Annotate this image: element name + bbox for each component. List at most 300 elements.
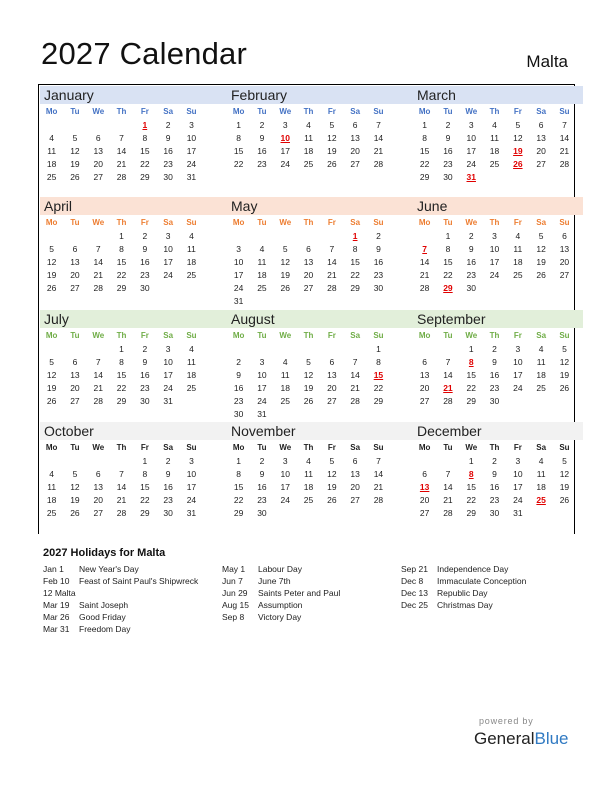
- day-cell: 15: [350, 257, 360, 267]
- day-cell: 9: [259, 133, 265, 143]
- day-cell: 15: [233, 146, 244, 156]
- day-cell: 13: [350, 469, 360, 479]
- day-cell: 2: [259, 456, 265, 466]
- day-cell: 11: [513, 244, 523, 254]
- day-cell: 13: [559, 244, 570, 254]
- day-cell: 13: [419, 370, 430, 380]
- day-cell: 6: [306, 244, 311, 254]
- day-cell: 21: [443, 495, 453, 505]
- day-cell: 16: [257, 146, 267, 156]
- day-cell: 21: [350, 383, 360, 393]
- day-cell: [63, 343, 86, 356]
- day-cell: 18: [46, 159, 57, 169]
- weekday-label: We: [92, 107, 105, 116]
- day-cell: 17: [186, 146, 197, 156]
- day-cell: 10: [280, 469, 290, 479]
- weekday-label: Mo: [232, 107, 245, 116]
- week-row: [40, 343, 210, 356]
- day-cell: 13: [70, 257, 80, 267]
- day-cell: 19: [536, 257, 546, 267]
- week-row: [413, 494, 583, 507]
- weekday-header: [413, 440, 583, 455]
- day-cell: 10: [186, 469, 197, 479]
- holiday-item: [222, 611, 340, 623]
- week-row: [413, 468, 583, 481]
- day-cell: 3: [515, 344, 521, 354]
- holiday-day-cell: 31: [466, 172, 476, 182]
- weekday-label: Sa: [163, 443, 174, 452]
- day-cell: 9: [142, 357, 148, 367]
- month-december: [413, 422, 583, 520]
- week-row: [227, 455, 397, 468]
- month-april: [40, 197, 210, 295]
- day-cell: 28: [327, 283, 337, 293]
- month-name: April: [40, 197, 210, 215]
- day-cell: 22: [466, 495, 476, 505]
- day-cell: 6: [95, 133, 101, 143]
- day-cell: 11: [47, 146, 57, 156]
- day-cell: 7: [376, 120, 381, 130]
- week-row: [40, 158, 210, 171]
- week-row: [40, 395, 210, 408]
- day-cell: [40, 455, 63, 468]
- day-cell: 8: [236, 133, 242, 143]
- week-row: [40, 468, 210, 481]
- weekday-header: [40, 440, 210, 455]
- day-cell: [320, 295, 343, 308]
- week-row: [227, 356, 397, 369]
- day-cell: [483, 171, 506, 184]
- day-cell: 17: [163, 370, 173, 380]
- weekday-label: Fr: [513, 107, 522, 116]
- day-cell: 9: [376, 244, 381, 254]
- day-cell: 13: [327, 370, 337, 380]
- day-cell: 11: [280, 370, 290, 380]
- day-cell: 22: [350, 270, 360, 280]
- day-cell: 2: [376, 231, 381, 241]
- day-cell: [274, 295, 297, 308]
- day-cell: 11: [304, 133, 313, 143]
- weekday-header: [40, 215, 210, 230]
- day-cell: 30: [233, 409, 244, 419]
- day-cell: [320, 343, 343, 356]
- day-cell: 22: [466, 383, 476, 393]
- week-row: [413, 171, 583, 184]
- day-cell: 1: [119, 344, 124, 354]
- weekday-label: Fr: [513, 218, 522, 227]
- holiday-day-cell: 26: [513, 159, 523, 169]
- day-cell: [87, 455, 110, 468]
- day-cell: 11: [490, 133, 499, 143]
- day-cell: 25: [186, 270, 197, 280]
- week-row: [227, 507, 397, 520]
- day-cell: 14: [373, 469, 384, 479]
- week-row: [40, 230, 210, 243]
- day-cell: 10: [163, 357, 173, 367]
- week-row: [227, 494, 397, 507]
- holiday-day-cell: 8: [468, 469, 474, 479]
- day-cell: 22: [233, 159, 244, 169]
- day-cell: [506, 171, 529, 184]
- weekday-label: Fr: [140, 331, 149, 340]
- holidays-title: 2027 Holidays for Malta: [43, 547, 166, 559]
- holiday-item: [222, 575, 340, 587]
- day-cell: 22: [116, 270, 127, 280]
- week-row: [413, 145, 583, 158]
- day-cell: 18: [186, 257, 197, 267]
- day-cell: 13: [350, 133, 360, 143]
- day-cell: 26: [70, 508, 80, 518]
- weekday-label: We: [279, 331, 292, 340]
- holiday-date: Jun 7: [222, 576, 243, 586]
- day-cell: 30: [163, 172, 173, 182]
- holiday-name: Freedom Day: [79, 624, 131, 634]
- day-cell: [553, 282, 576, 295]
- weekday-label: Fr: [327, 218, 336, 227]
- day-cell: 5: [306, 357, 311, 367]
- day-cell: 16: [257, 482, 267, 492]
- month-november: [227, 422, 397, 520]
- day-cell: 13: [93, 146, 103, 156]
- day-cell: [40, 343, 63, 356]
- day-cell: 19: [559, 370, 570, 380]
- holiday-day-cell: 29: [443, 283, 453, 293]
- month-may: [227, 197, 397, 308]
- holiday-name: Republic Day: [437, 588, 488, 598]
- weekday-header: [413, 104, 583, 119]
- day-cell: 6: [562, 231, 567, 241]
- day-cell: 24: [186, 495, 197, 505]
- week-row: [227, 395, 397, 408]
- day-cell: 26: [70, 172, 80, 182]
- day-cell: 21: [373, 146, 384, 156]
- weekday-label: Fr: [140, 218, 149, 227]
- week-row: [413, 343, 583, 356]
- day-cell: 2: [259, 120, 265, 130]
- day-cell: 28: [443, 508, 453, 518]
- day-cell: [506, 282, 529, 295]
- day-cell: 28: [419, 283, 430, 293]
- day-cell: 29: [419, 172, 430, 182]
- weekday-label: We: [92, 218, 105, 227]
- day-cell: 4: [306, 456, 311, 466]
- day-cell: 29: [466, 508, 476, 518]
- day-cell: 26: [303, 396, 314, 406]
- week-row: [40, 356, 210, 369]
- day-cell: 22: [140, 159, 150, 169]
- week-row: [227, 408, 397, 421]
- day-cell: 7: [376, 456, 381, 466]
- day-cell: 18: [186, 370, 197, 380]
- day-cell: 3: [259, 357, 265, 367]
- day-cell: 7: [329, 244, 335, 254]
- holiday-day-cell: 13: [419, 482, 430, 492]
- day-cell: 31: [257, 409, 267, 419]
- day-cell: 16: [163, 482, 173, 492]
- weekday-label: Tu: [443, 218, 453, 227]
- day-cell: 21: [327, 270, 337, 280]
- week-row: [413, 382, 583, 395]
- month-name: November: [227, 422, 397, 440]
- day-cell: 7: [95, 357, 101, 367]
- day-cell: 26: [559, 495, 570, 505]
- day-cell: 14: [443, 370, 453, 380]
- day-cell: 18: [257, 270, 267, 280]
- day-cell: 14: [93, 370, 103, 380]
- weekday-label: Tu: [70, 331, 80, 340]
- day-cell: 23: [257, 495, 267, 505]
- day-cell: 26: [46, 396, 57, 406]
- day-cell: 20: [327, 383, 337, 393]
- day-cell: 29: [233, 508, 244, 518]
- day-cell: 23: [443, 159, 453, 169]
- day-cell: [274, 507, 297, 520]
- weekday-label: Tu: [70, 107, 80, 116]
- day-cell: 14: [327, 257, 337, 267]
- day-cell: 7: [119, 469, 124, 479]
- day-cell: 22: [443, 270, 453, 280]
- holiday-day-cell: 8: [468, 357, 474, 367]
- weekday-label: Sa: [536, 218, 547, 227]
- day-cell: 27: [559, 270, 570, 280]
- week-row: [413, 369, 583, 382]
- month-name: December: [413, 422, 583, 440]
- day-cell: 7: [352, 357, 358, 367]
- day-cell: 24: [163, 270, 173, 280]
- day-cell: 24: [233, 283, 244, 293]
- weekday-label: Mo: [232, 443, 245, 452]
- weekday-header: [227, 104, 397, 119]
- day-cell: 4: [189, 231, 194, 241]
- weekday-label: Th: [116, 331, 127, 340]
- day-cell: [87, 119, 110, 132]
- day-cell: 8: [142, 133, 148, 143]
- day-cell: [297, 295, 320, 308]
- day-cell: 20: [70, 383, 80, 393]
- holiday-name: Good Friday: [79, 612, 126, 622]
- week-row: [413, 243, 583, 256]
- weekday-header: [40, 328, 210, 343]
- day-cell: 27: [303, 283, 314, 293]
- day-cell: 7: [119, 133, 124, 143]
- brand-general: General: [474, 729, 535, 748]
- day-cell: 24: [489, 270, 500, 280]
- day-cell: 16: [140, 370, 150, 380]
- day-cell: 23: [140, 383, 150, 393]
- day-cell: 9: [468, 244, 474, 254]
- day-cell: 5: [72, 469, 78, 479]
- day-cell: 13: [93, 482, 103, 492]
- weekday-label: Tu: [70, 218, 80, 227]
- day-cell: 18: [46, 495, 57, 505]
- day-cell: [529, 507, 552, 520]
- day-cell: [63, 119, 86, 132]
- day-cell: 3: [165, 344, 171, 354]
- day-cell: 1: [468, 344, 474, 354]
- holiday-date: Dec 25: [401, 600, 428, 610]
- day-cell: 17: [489, 257, 500, 267]
- day-cell: 30: [257, 508, 267, 518]
- day-cell: 5: [49, 244, 55, 254]
- day-cell: 28: [443, 396, 453, 406]
- day-cell: 28: [93, 283, 103, 293]
- day-cell: 17: [280, 146, 290, 156]
- weekday-label: We: [465, 443, 478, 452]
- day-cell: 19: [303, 383, 314, 393]
- holiday-item: [401, 587, 526, 599]
- month-february: [227, 86, 397, 171]
- day-cell: 4: [282, 357, 288, 367]
- day-cell: 1: [422, 120, 428, 130]
- weekday-header: [413, 215, 583, 230]
- day-cell: 18: [303, 146, 314, 156]
- day-cell: 29: [373, 396, 384, 406]
- week-row: [413, 455, 583, 468]
- week-row: [40, 494, 210, 507]
- week-row: [40, 145, 210, 158]
- day-cell: 27: [536, 159, 546, 169]
- weekday-label: Tu: [257, 331, 267, 340]
- day-cell: 27: [350, 495, 360, 505]
- month-march: [413, 86, 583, 184]
- holiday-item: [222, 563, 340, 575]
- weekday-label: Mo: [418, 443, 431, 452]
- day-cell: 2: [236, 357, 242, 367]
- holiday-date: Sep 21: [401, 564, 428, 574]
- day-cell: 12: [327, 469, 337, 479]
- day-cell: 10: [513, 357, 523, 367]
- day-cell: 27: [419, 508, 430, 518]
- weekday-label: Sa: [350, 443, 361, 452]
- holiday-item: [43, 563, 198, 575]
- day-cell: 11: [47, 482, 57, 492]
- week-row: [227, 269, 397, 282]
- holiday-date: Mar 19: [43, 600, 70, 610]
- day-cell: 9: [259, 469, 265, 479]
- week-row: [227, 382, 397, 395]
- day-cell: 7: [445, 357, 451, 367]
- weekday-label: Th: [303, 218, 314, 227]
- holiday-day-cell: 15: [373, 370, 384, 380]
- day-cell: 28: [373, 159, 384, 169]
- day-cell: 11: [536, 357, 546, 367]
- holiday-name: June 7th: [258, 576, 291, 586]
- week-row: [227, 369, 397, 382]
- day-cell: 7: [562, 120, 567, 130]
- weekday-label: Tu: [257, 443, 267, 452]
- day-cell: 31: [513, 508, 523, 518]
- week-row: [40, 256, 210, 269]
- weekday-label: Fr: [327, 331, 336, 340]
- month-name: October: [40, 422, 210, 440]
- weekday-label: Th: [489, 331, 500, 340]
- holiday-day-cell: 25: [536, 495, 546, 505]
- holiday-day-cell: 7: [422, 244, 428, 254]
- day-cell: 27: [93, 508, 103, 518]
- day-cell: 23: [373, 270, 384, 280]
- day-cell: 26: [327, 495, 337, 505]
- day-cell: 25: [303, 495, 314, 505]
- holiday-name: Labour Day: [258, 564, 302, 574]
- weekday-label: Th: [116, 218, 127, 227]
- week-row: [40, 171, 210, 184]
- day-cell: 14: [116, 482, 127, 492]
- day-cell: 3: [165, 231, 171, 241]
- week-row: [40, 119, 210, 132]
- month-january: [40, 86, 210, 184]
- day-cell: 27: [327, 396, 337, 406]
- holiday-item: [222, 587, 340, 599]
- day-cell: 23: [466, 270, 476, 280]
- weekday-label: Mo: [45, 218, 58, 227]
- weekday-label: Fr: [513, 443, 522, 452]
- generalblue-logo[interactable]: [474, 729, 569, 749]
- day-cell: 19: [559, 482, 570, 492]
- week-row: [413, 481, 583, 494]
- day-cell: 8: [445, 244, 451, 254]
- holiday-date: Mar 26: [43, 612, 70, 622]
- day-cell: 12: [46, 257, 57, 267]
- day-cell: 15: [116, 370, 127, 380]
- weekday-label: We: [92, 331, 105, 340]
- weekday-header: [413, 328, 583, 343]
- weekday-label: Sa: [163, 107, 174, 116]
- month-name: January: [40, 86, 210, 104]
- weekday-label: Su: [373, 218, 384, 227]
- weekday-label: Tu: [257, 218, 267, 227]
- day-cell: 8: [119, 357, 124, 367]
- day-cell: 26: [46, 283, 57, 293]
- day-cell: 6: [72, 244, 78, 254]
- day-cell: 9: [236, 370, 242, 380]
- day-cell: [180, 395, 203, 408]
- holiday-item: [401, 575, 526, 587]
- day-cell: [343, 343, 366, 356]
- weekday-header: [227, 328, 397, 343]
- day-cell: 24: [513, 495, 523, 505]
- day-cell: 15: [233, 482, 244, 492]
- weekday-label: We: [279, 218, 292, 227]
- day-cell: 30: [373, 283, 384, 293]
- day-cell: 25: [46, 172, 57, 182]
- holiday-item: [43, 599, 198, 611]
- day-cell: 19: [46, 270, 57, 280]
- weekday-label: Su: [186, 331, 197, 340]
- weekday-label: Mo: [45, 331, 58, 340]
- month-august: [227, 310, 397, 421]
- day-cell: 27: [350, 159, 360, 169]
- day-cell: 5: [562, 344, 567, 354]
- week-row: [40, 243, 210, 256]
- weekday-label: Su: [186, 218, 197, 227]
- day-cell: 17: [513, 370, 523, 380]
- day-cell: 29: [466, 396, 476, 406]
- weekday-label: We: [279, 107, 292, 116]
- day-cell: 6: [422, 469, 428, 479]
- day-cell: 31: [233, 296, 244, 306]
- holiday-date: May 1: [222, 564, 246, 574]
- day-cell: 9: [492, 357, 497, 367]
- week-row: [40, 382, 210, 395]
- day-cell: [63, 455, 86, 468]
- day-cell: [436, 343, 459, 356]
- day-cell: [297, 230, 320, 243]
- holidays-column: [401, 563, 526, 611]
- week-row: [227, 145, 397, 158]
- day-cell: 23: [163, 495, 173, 505]
- day-cell: 10: [513, 469, 523, 479]
- holiday-item: [401, 599, 526, 611]
